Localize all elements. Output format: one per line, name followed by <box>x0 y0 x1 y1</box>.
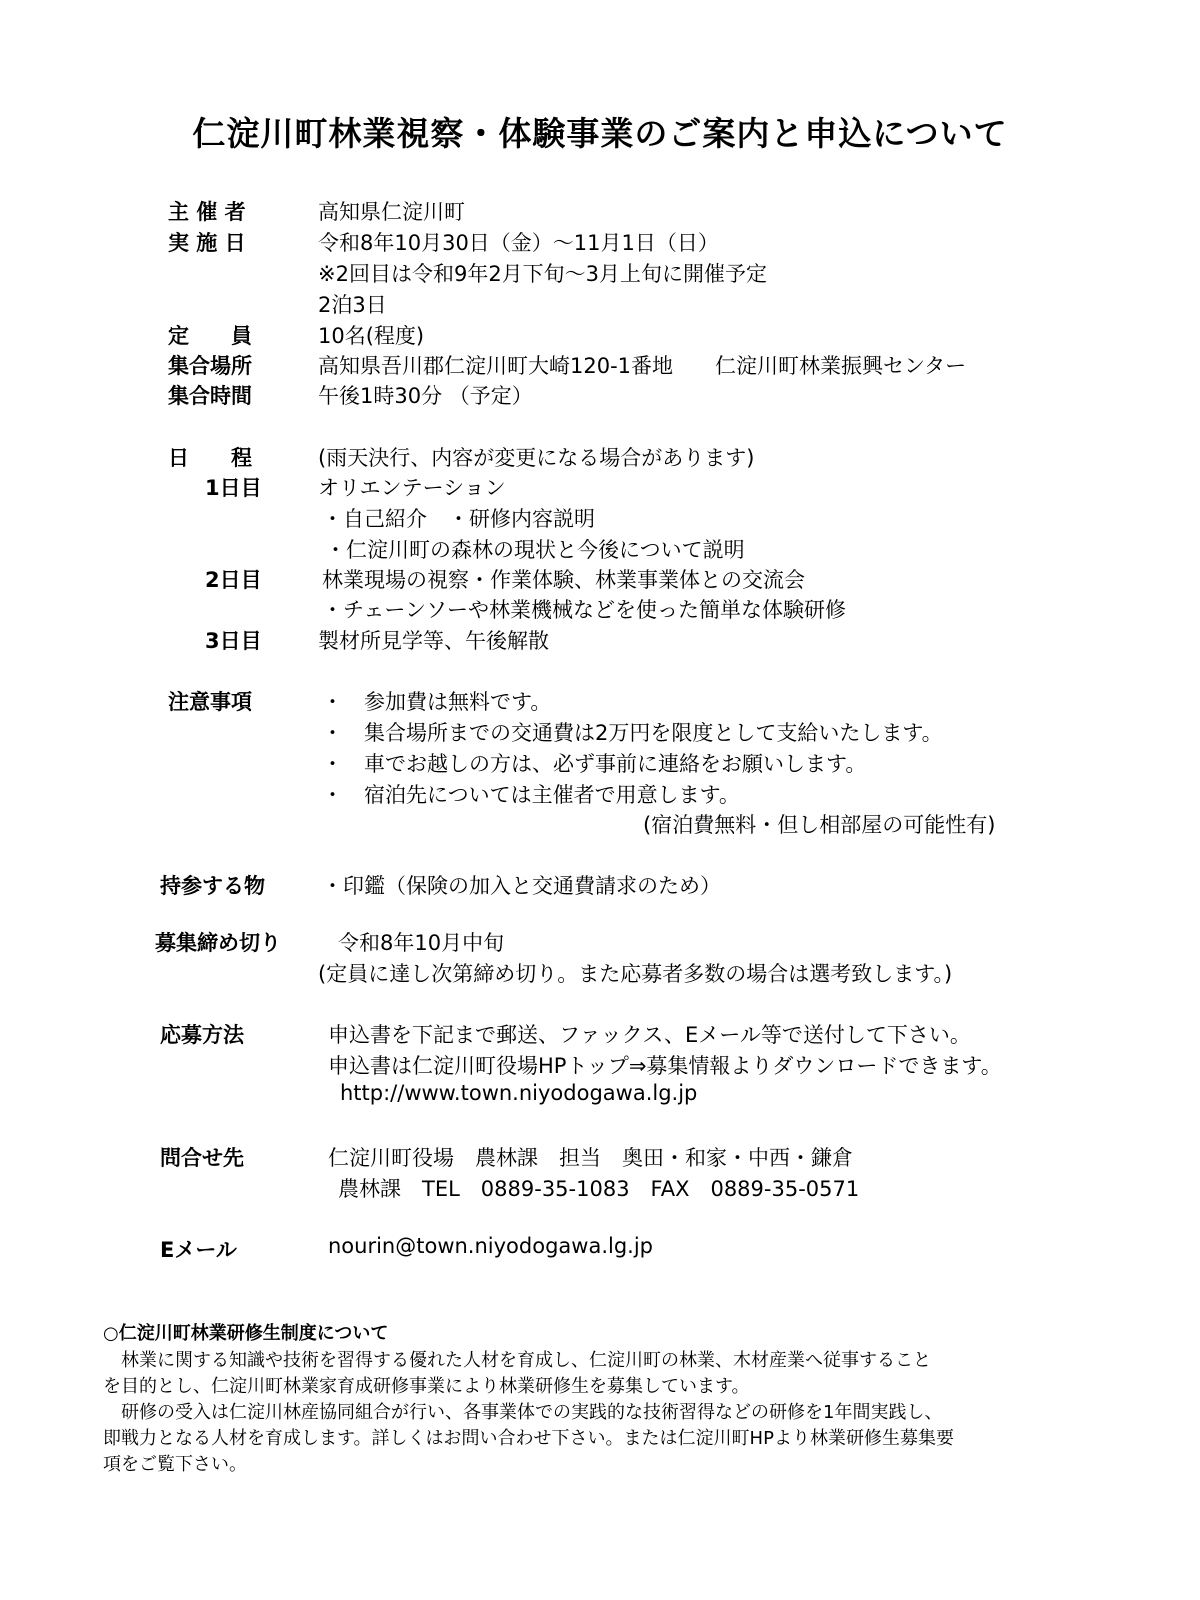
trainee-line-5: 項をご覧下さい。 <box>103 1454 247 1475</box>
capacity-value: 10名(程度) <box>318 324 425 348</box>
apply-line2: 申込書は仁淀川町役場HPトップ⇒募集情報よりダウンロードできます。 <box>328 1054 1002 1078</box>
deadline-label: 募集締め切り <box>155 931 281 955</box>
notes-label: 注意事項 <box>168 690 252 714</box>
bring-value: ・印鑑（保険の加入と交通費請求のため） <box>322 874 721 898</box>
notes-item-3: ・ 車でお越しの方は、必ず事前に連絡をお願いします。 <box>322 752 867 776</box>
trainee-heading: ○仁淀川町林業研修生制度について <box>103 1323 389 1344</box>
day3-label: 3日目 <box>205 629 262 653</box>
day3-line1: 製材所見学等、午後解散 <box>318 629 549 653</box>
page-title: 仁淀川町林業視察・体験事業のご案内と申込について <box>192 114 1008 153</box>
apply-label: 応募方法 <box>160 1023 244 1047</box>
place-value: 高知県吾川郡仁淀川町大崎120-1番地 仁淀川町林業振興センター <box>318 354 967 378</box>
deadline-value: 令和8年10月中旬 <box>338 931 505 955</box>
day1-label: 1日目 <box>205 476 262 500</box>
schedule-label: 日 程 <box>168 446 252 470</box>
apply-url-link[interactable]: http://www.town.niyodogawa.lg.jp <box>340 1081 698 1105</box>
notes-item-2: ・ 集合場所までの交通費は2万円を限度として支給いたします。 <box>322 721 943 745</box>
date-label: 実 施 日 <box>168 231 246 255</box>
day1-line2: ・自己紹介 ・研修内容説明 <box>322 507 595 531</box>
email-link[interactable]: nourin@town.niyodogawa.lg.jp <box>328 1234 654 1258</box>
trainee-line-1: 林業に関する知識や技術を習得する優れた人材を育成し、仁淀川町の林業、木材産業へ従事すること <box>103 1350 931 1371</box>
time-value: 午後1時30分 （予定） <box>318 384 533 408</box>
organizer-label: 主 催 者 <box>168 200 246 224</box>
deadline-note: (定員に達し次第締め切り。また応募者多数の場合は選考致します。) <box>318 962 953 986</box>
email-label: Eメール <box>160 1238 237 1262</box>
day2-label: 2日目 <box>205 568 262 592</box>
contact-line1: 仁淀川町役場 農林課 担当 奥田・和家・中西・鎌倉 <box>328 1146 853 1170</box>
organizer-value: 高知県仁淀川町 <box>318 200 465 224</box>
notes-sub: (宿泊費無料・但し相部屋の可能性有) <box>643 813 996 837</box>
trainee-line-4: 即戦力となる人材を育成します。詳しくはお問い合わせ下さい。または仁淀川町HPより林業研修生募集要 <box>103 1428 954 1449</box>
contact-label: 問合せ先 <box>160 1146 244 1170</box>
trainee-line-3: 研修の受入は仁淀川林産協同組合が行い、各事業体での実践的な技術習得などの研修を1年間実践し、 <box>103 1402 943 1423</box>
day2-line2: ・チェーンソーや林業機械などを使った簡単な体験研修 <box>322 598 846 622</box>
place-label: 集合場所 <box>168 354 252 378</box>
day1-line3: ・仁淀川町の森林の現状と今後について説明 <box>325 538 745 562</box>
notes-item-4: ・ 宿泊先については主催者で用意します。 <box>322 783 740 807</box>
schedule-note: (雨天決行、内容が変更になる場合があります) <box>318 446 755 470</box>
day1-line1: オリエンテーション <box>318 476 506 500</box>
date-line2: ※2回目は令和9年2月下旬～3月上旬に開催予定 <box>318 262 768 286</box>
bring-label: 持参する物 <box>160 874 265 898</box>
day2-line1: 林業現場の視察・作業体験、林業事業体との交流会 <box>322 568 805 592</box>
date-line3: 2泊3日 <box>318 293 387 317</box>
notes-item-1: ・ 参加費は無料です。 <box>322 690 552 714</box>
date-line1: 令和8年10月30日（金）～11月1日（日） <box>318 231 719 255</box>
trainee-line-2: を目的とし、仁淀川町林業家育成研修事業により林業研修生を募集しています。 <box>103 1376 750 1397</box>
apply-line1: 申込書を下記まで郵送、ファックス、Eメール等で送付して下さい。 <box>328 1023 971 1047</box>
time-label: 集合時間 <box>168 384 252 408</box>
capacity-label: 定 員 <box>168 324 252 348</box>
contact-line2: 農林課 TEL 0889-35-1083 FAX 0889-35-0571 <box>338 1177 860 1201</box>
